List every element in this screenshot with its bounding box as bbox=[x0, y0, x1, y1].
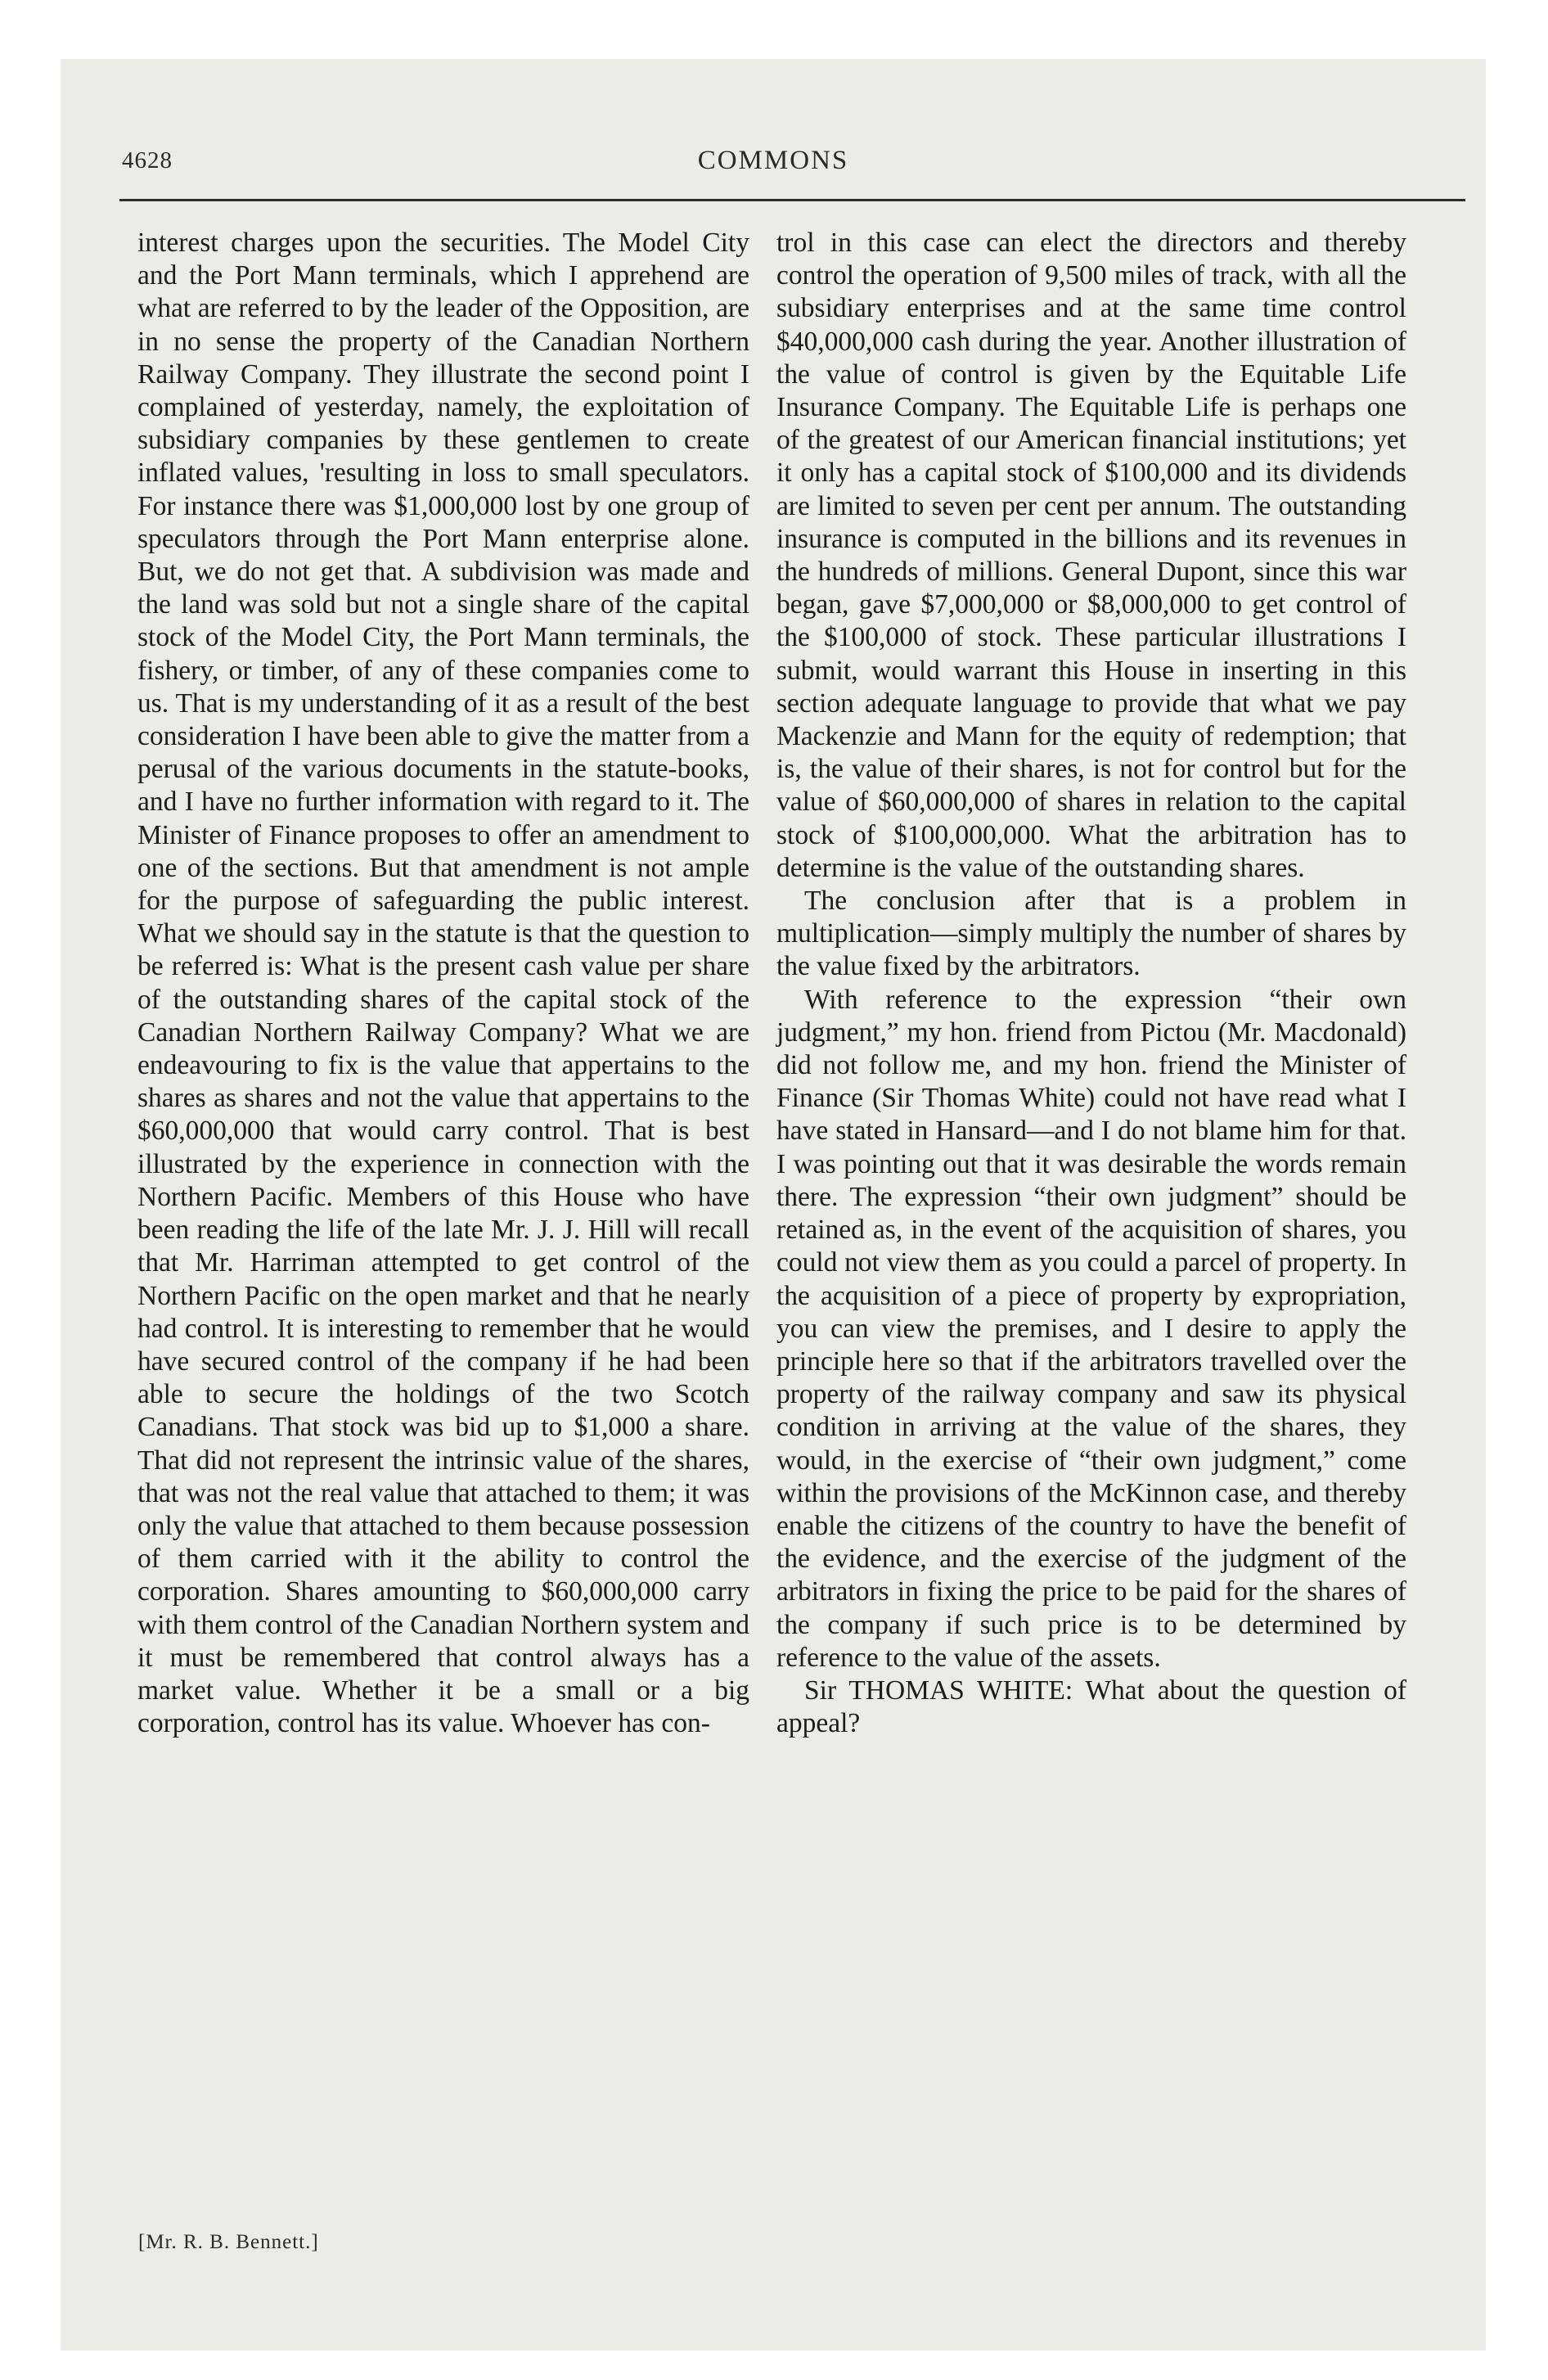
right-paragraph-4: Sir THOMAS WHITE: What about the question of appeal? bbox=[776, 1675, 1406, 1739]
speaker-attribution: [Mr. R. B. Bennett.] bbox=[138, 2231, 319, 2253]
right-paragraph-2: The conclusion after that is a problem in multiplication—simply multiply the number of shares by the value fixed by the arbitrators. bbox=[776, 886, 1406, 982]
header-rule bbox=[119, 199, 1465, 201]
running-head: COMMONS bbox=[697, 146, 849, 175]
right-paragraph-3: With reference to the expression “their own judgment,” my hon. friend from Pictou (Mr. Macdonald) did not follow me, and my hon. friend the Minister of Finance (Sir Thomas White) could not have read what I have stated in Hansard—and I do not blame him for that. I was pointing out that it was desirable the words remain there. The expression “their own judgment” should be retained as, in the event of the acquisition of shares, you could not view them as you could a parcel of property. In the acquisition of a piece of property by expropriation, you can view the premises, and I desire to apply the principle here so that if the arbitrators travelled over the property of the railway company and saw its physical condition in arriving at the value of the shares, they would, in the exercise of “their own judgment,” come within the provisions of the McKinnon case, and thereby enable the citizens of the country to have the benefit of the evidence, and the exercise of the judgment of the arbitrators in fixing the price to be paid for the shares of the company if such price is to be determined by reference to the value of the assets. bbox=[776, 984, 1406, 1673]
left-column bbox=[137, 227, 749, 1740]
page-sheet bbox=[61, 59, 1486, 2351]
page-number: 4628 bbox=[122, 147, 173, 174]
right-paragraph-1: trol in this case can elect the directors and thereby control the operation of 9,500 miles of track, with all the subsidiary enterprises and at the same time control $40,000,000 cash during the year. Another illustration of the value of control is given by the Equitable Life Insurance Company. The Equitable Life is perhaps one of the greatest of our American financial institutions; yet it only has a capital stock of $100,000 and its dividends are limited to seven per cent per annum. The outstanding insurance is computed in the billions and its revenues in the hundreds of millions. General Dupont, since this war began, gave $7,000,000 or $8,000,000 to get control of the $100,000 of stock. These particular illustrations I submit, would warrant this House in inserting in this section adequate language to provide that what we pay Mackenzie and Mann for the equity of redemption; that is, the value of their shares, is not for control but for the value of $60,000,000 of shares in relation to the capital stock of $100,000,000. What the arbitration has to determine is the value of the outstanding shares. bbox=[776, 228, 1406, 883]
left-paragraph-1: interest charges upon the securities. The Model City and the Port Mann terminals, which I apprehend are what are referred to by the leader of the Opposition, are in no sense the property of the Canadian Northern Railway Company. They illustrate the second point I complained of yesterday, namely, the exploitation of subsidiary companies by these gentlemen to create inflated values, 'resulting in loss to small speculators. For instance there was $1,000,000 lost by one group of speculators through the Port Mann enterprise alone. But, we do not get that. A subdivision was made and the land was sold but not a single share of the capital stock of the Model City, the Port Mann terminals, the fishery, or timber, of any of these companies come to us. That is my understanding of it as a result of the best consideration I have been able to give the matter from a perusal of the various documents in the statute-books, and I have no further information with regard to it. The Minister of Finance proposes to offer an amendment to one of the sections. But that amendment is not ample for the purpose of safeguarding the public interest. What we should say in the statute is that the question to be referred is: What is the present cash value per share of the outstanding shares of the capital stock of the Canadian Northern Railway Company? What we are endeavouring to fix is the value that appertains to the shares as shares and not the value that appertains to the $60,000,000 that would carry control. That is best illustrated by the experience in connection with the Northern Pacific. Members of this House who have been reading the life of the late Mr. J. J. Hill will recall that Mr. Harriman attempted to get control of the Northern Pacific on the open market and that he nearly had control. It is interesting to remember that he would have secured control of the company if he had been able to secure the holdings of the two Scotch Canadians. That stock was bid up to $1,000 a share. That did not represent the intrinsic value of the shares, that was not the real value that attached to them; it was only the value that attached to them because possession of them carried with it the ability to control the corporation. Shares amounting to $60,000,000 carry with them control of the Canadian Northern system and it must be remembered that control always has a market value. Whether it be a small or a big corporation, control has its value. Whoever has con- bbox=[137, 228, 749, 1739]
right-column bbox=[776, 227, 1406, 1740]
